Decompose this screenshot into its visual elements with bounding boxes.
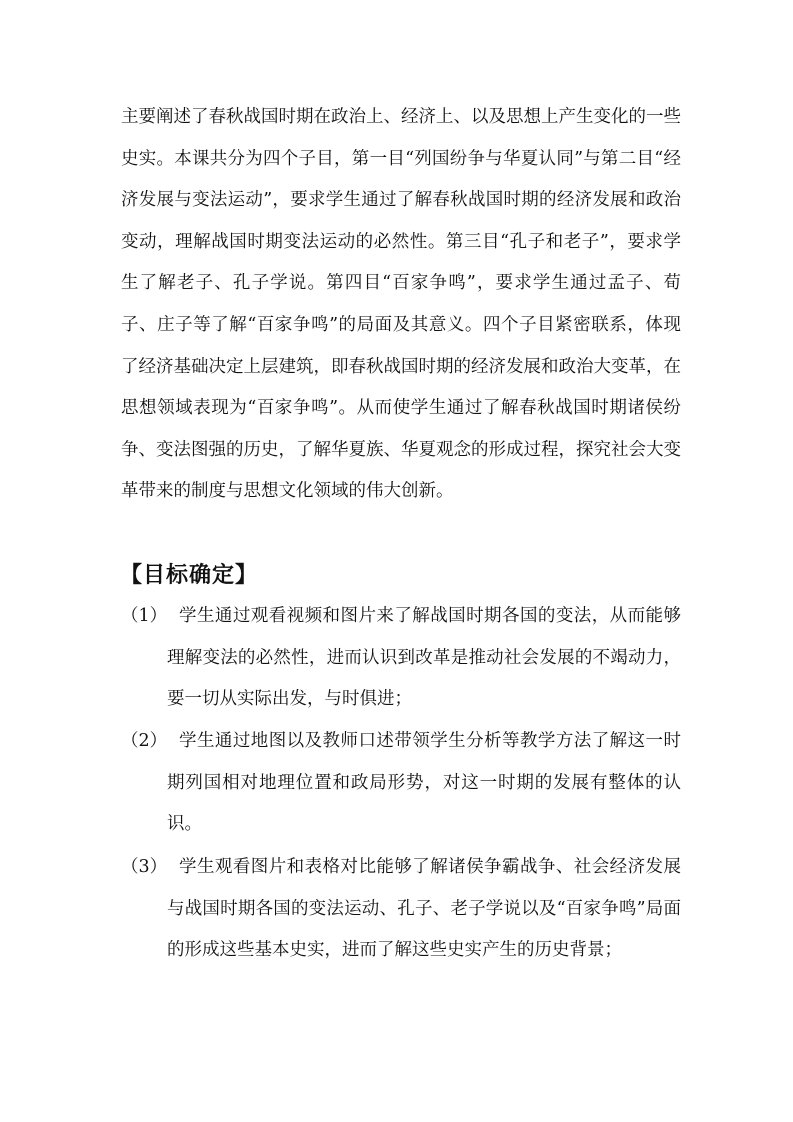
goal-text: 学生通过地图以及教师口述带领学生分析等教学方法了解这一时期列国相对地理位置和政局形势，对这一时期的发展有整体的认识。: [167, 731, 681, 835]
goal-text: 学生观看图片和表格对比能够了解诸侯争霸战争、社会经济发展与战国时期各国的变法运动、孔子、老子学说以及“百家争鸣”局面的形成这些基本史实，进而了解这些史实产生的历史背景；: [167, 857, 681, 961]
goal-item: [121, 847, 681, 972]
goal-number: （3）: [121, 857, 168, 877]
goal-number: （1）: [121, 606, 168, 626]
goal-text: 学生通过观看视频和图片来了解战国时期各国的变法，从而能够理解变法的必然性，进而认识到改革是推动社会发展的不竭动力，要一切从实际出发，与时俱进；: [167, 606, 681, 710]
goal-number: （2）: [121, 731, 168, 751]
intro-paragraph: 主要阐述了春秋战国时期在政治上、经济上、以及思想上产生变化的一些史实。本课共分为四个子目，第一目“列国纷争与华夏认同”与第二目“经济发展与变法运动”，要求学生通过了解春秋战国时期的经济发展和政治变动，理解战国时期变法运动的必然性。第三目“孔子和老子”，要求学生了解老子、孔子学说。第四目“百家争鸣”，要求学生通过孟子、荀子、庄子等了解“百家争鸣”的局面及其意义。四个子目紧密联系，体现了经济基础决定上层建筑，即春秋战国时期的经济发展和政治大变革，在思想领域表现为“百家争鸣”。从而使学生通过了解春秋战国时期诸侯纷争、变法图强的历史，了解华夏族、华夏观念的形成过程，探究社会大变革带来的制度与思想文化领域的伟大创新。: [121, 107, 681, 502]
section-heading: 【目标确定】: [120, 563, 259, 588]
goal-item: [121, 721, 681, 846]
goal-item: [121, 596, 681, 721]
